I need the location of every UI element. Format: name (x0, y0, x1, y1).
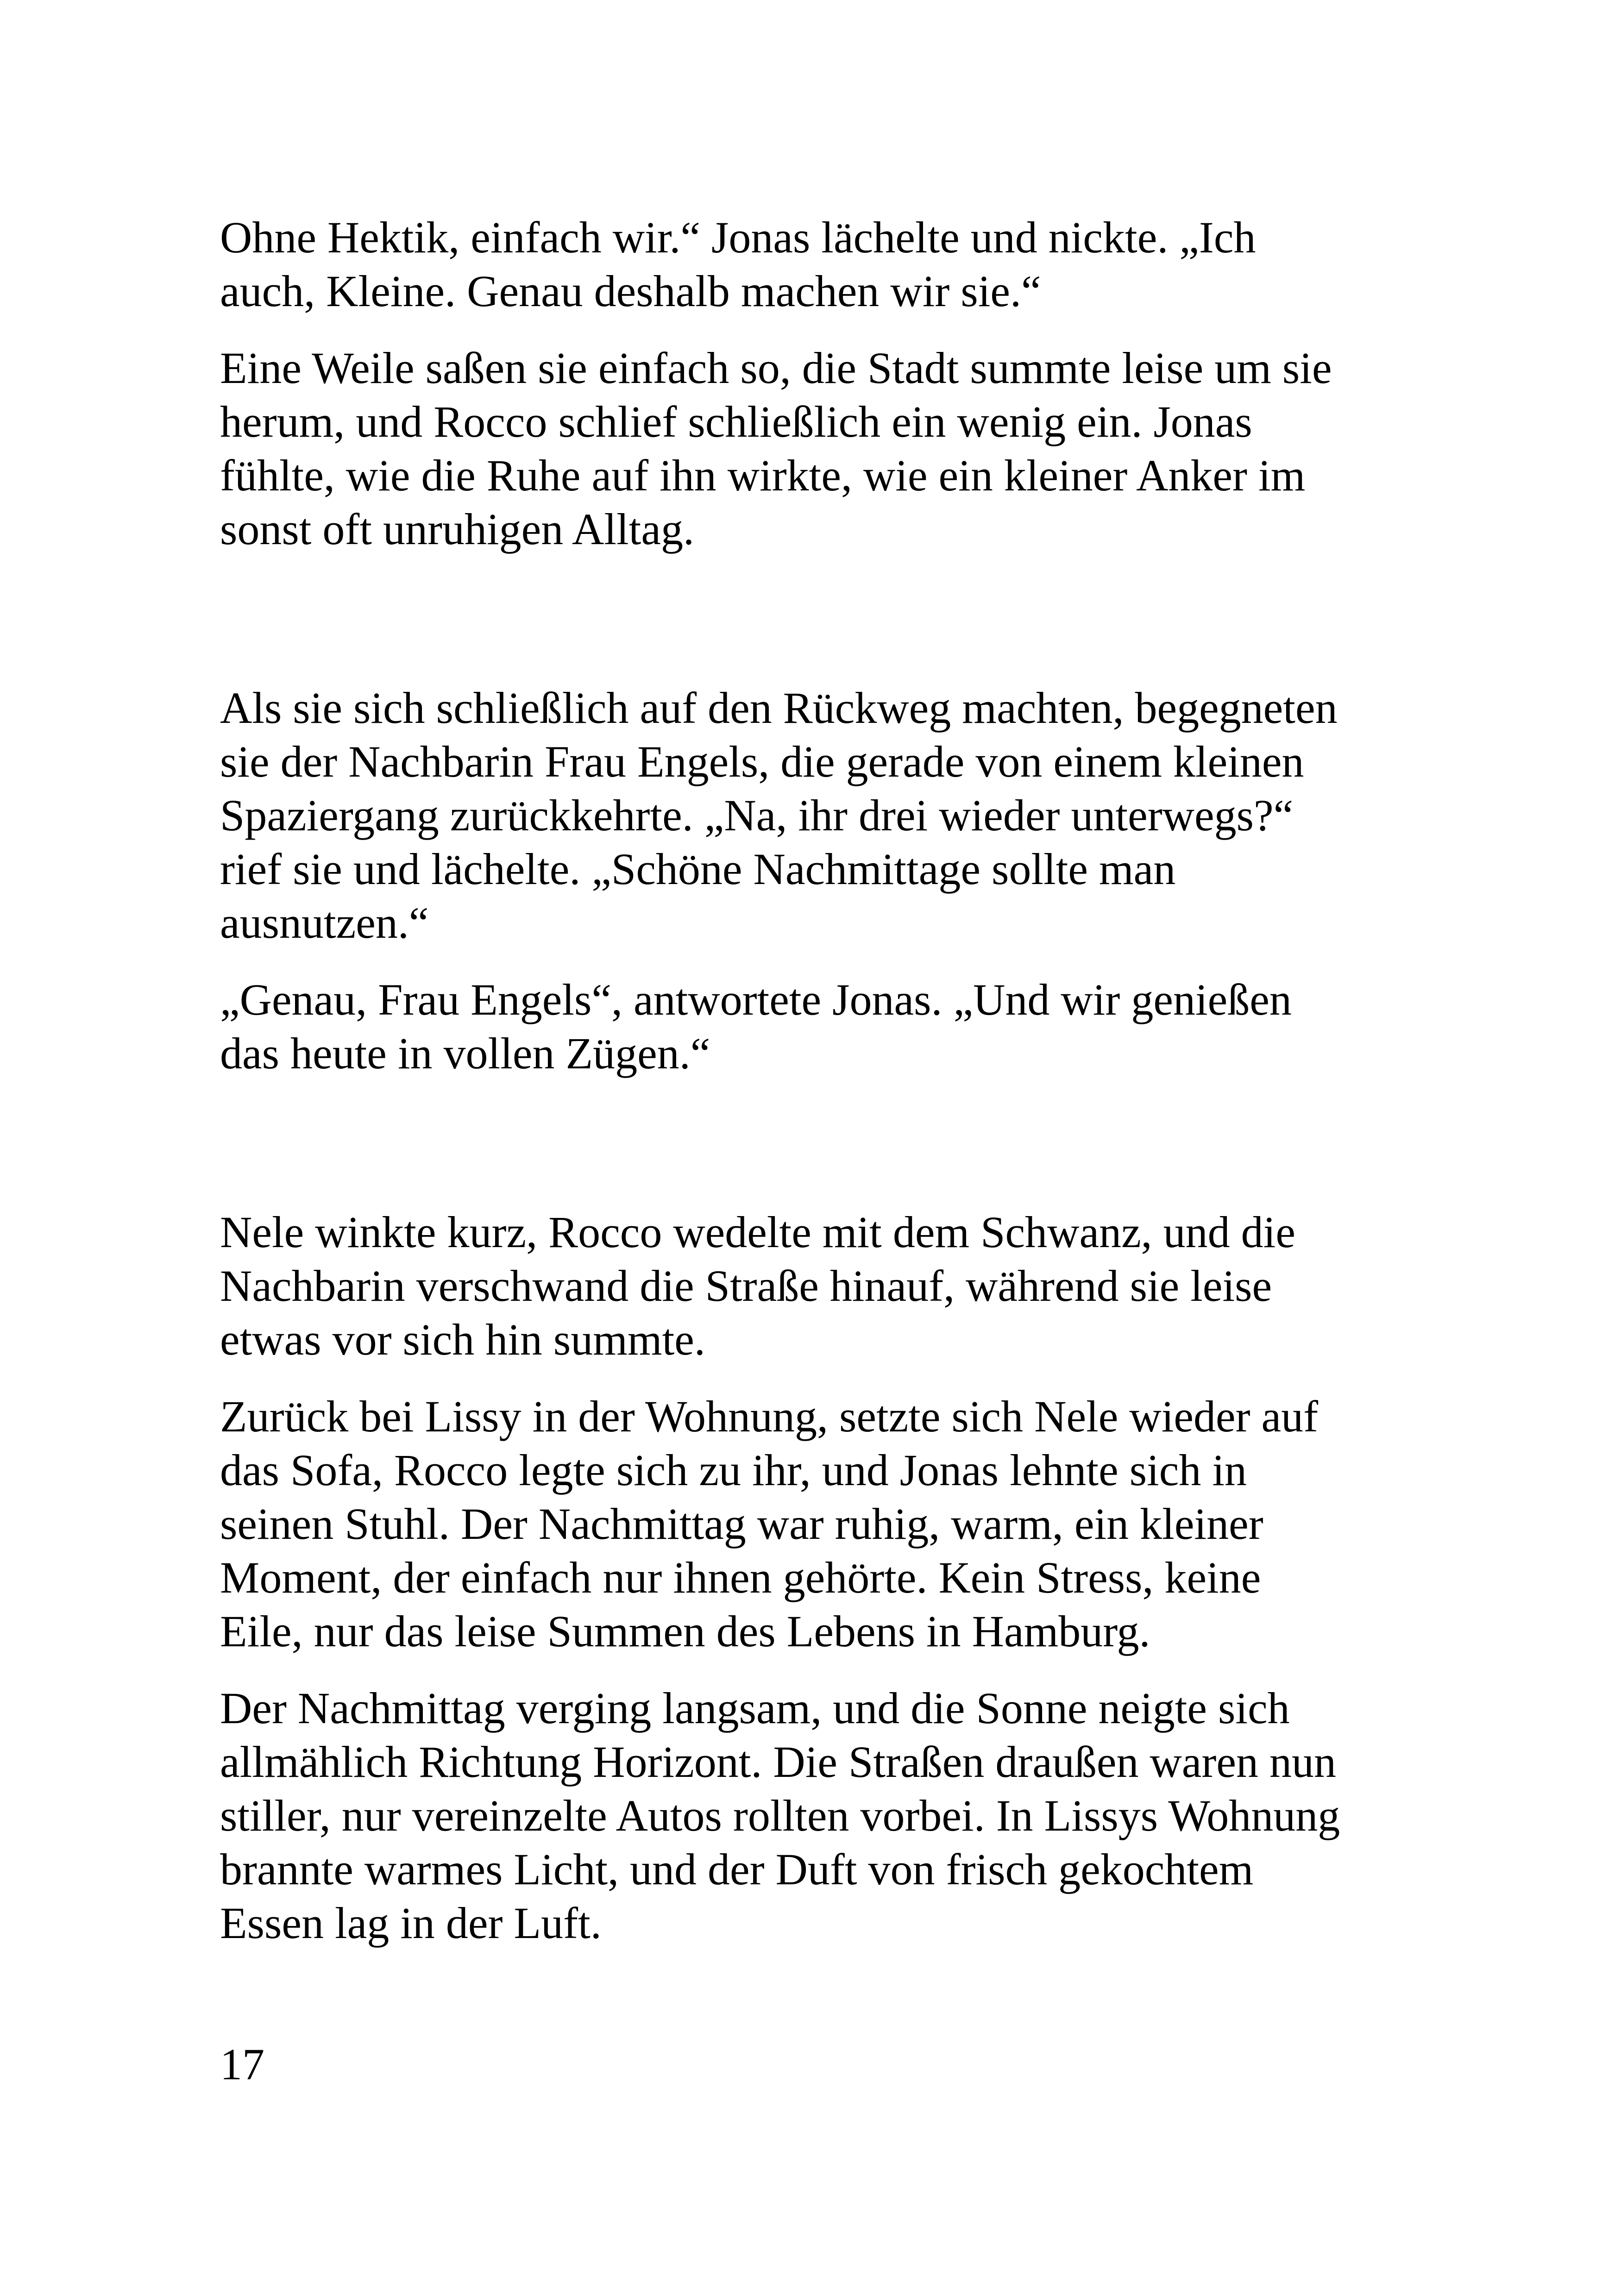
text-line: auch, Kleine. Genau deshalb machen wir sie.“ (220, 266, 1041, 316)
text-line: Zurück bei Lissy in der Wohnung, setzte sich Nele wieder auf (220, 1392, 1319, 1441)
text-line: Moment, der einfach nur ihnen gehörte. Kein Stress, keine (220, 1553, 1261, 1602)
text-line: brannte warmes Licht, und der Duft von frisch gekochtem (220, 1844, 1254, 1894)
page-number: 17 (220, 2039, 264, 2089)
paragraph-4 (220, 973, 1424, 1080)
text-line: ausnutzen.“ (220, 898, 429, 947)
text-line: allmählich Richtung Horizont. Die Straßen draußen waren nun (220, 1737, 1336, 1787)
paragraph-2 (220, 341, 1424, 556)
text-line: das Sofa, Rocco legte sich zu ihr, und Jonas lehnte sich in (220, 1445, 1247, 1495)
paragraph-1 (220, 211, 1424, 318)
paragraph-3 (220, 681, 1424, 950)
text-line: Ohne Hektik, einfach wir.“ Jonas lächelte und nickte. „Ich (220, 213, 1256, 262)
paragraph-7 (220, 1681, 1424, 1950)
text-line: „Genau, Frau Engels“, antwortete Jonas. „Und wir genießen (220, 975, 1292, 1024)
paragraph-5 (220, 1205, 1424, 1367)
text-line: Spaziergang zurückkehrte. „Na, ihr drei wieder unterwegs?“ (220, 790, 1294, 840)
text-line: stiller, nur vereinzelte Autos rollten vorbei. In Lissys Wohnung (220, 1791, 1340, 1840)
text-line: seinen Stuhl. Der Nachmittag war ruhig, warm, ein kleiner (220, 1499, 1263, 1549)
paragraph-6 (220, 1390, 1424, 1658)
text-line: herum, und Rocco schlief schließlich ein wenig ein. Jonas (220, 397, 1252, 446)
text-line: Eine Weile saßen sie einfach so, die Stadt summte leise um sie (220, 343, 1332, 393)
text-line: Nele winkte kurz, Rocco wedelte mit dem Schwanz, und die (220, 1207, 1295, 1257)
text-line: Essen lag in der Luft. (220, 1898, 602, 1948)
text-line: Als sie sich schließlich auf den Rückweg machten, begegneten (220, 683, 1338, 733)
text-line: sie der Nachbarin Frau Engels, die gerade von einem kleinen (220, 737, 1304, 786)
page-text-body (220, 211, 1424, 1950)
text-line: das heute in vollen Zügen.“ (220, 1029, 710, 1078)
text-line: sonst oft unruhigen Alltag. (220, 504, 694, 554)
text-line: Der Nachmittag verging langsam, und die Sonne neigte sich (220, 1683, 1290, 1733)
text-line: rief sie und lächelte. „Schöne Nachmittage sollte man (220, 844, 1176, 894)
text-line: etwas vor sich hin summte. (220, 1315, 705, 1364)
text-line: Eile, nur das leise Summen des Lebens in Hamburg. (220, 1606, 1150, 1656)
text-line: fühlte, wie die Ruhe auf ihn wirkte, wie ein kleiner Anker im (220, 451, 1306, 500)
text-line: Nachbarin verschwand die Straße hinauf, während sie leise (220, 1261, 1272, 1311)
